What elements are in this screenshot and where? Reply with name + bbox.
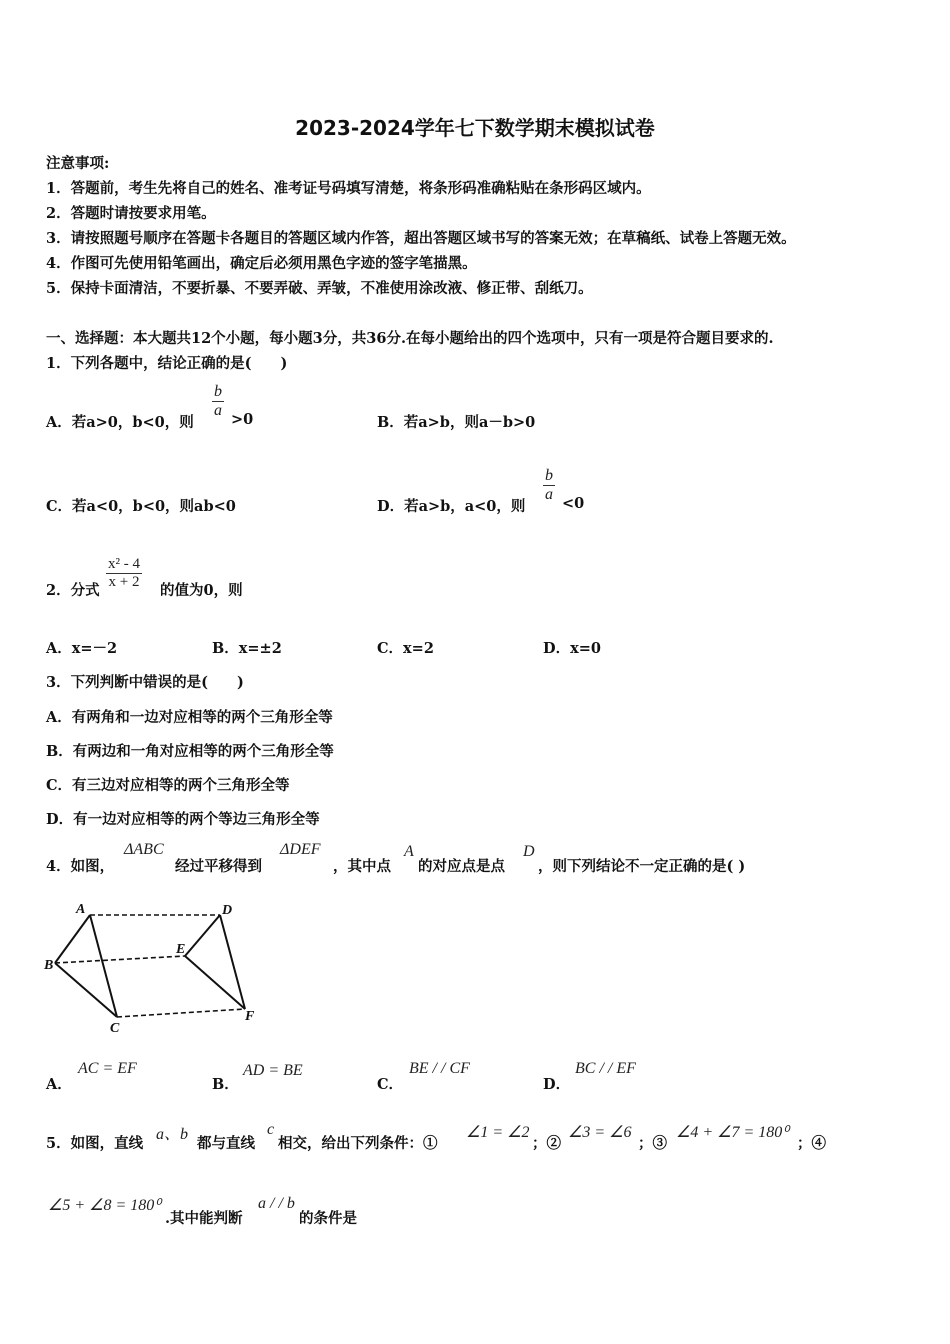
q1-option-d-tail: <0	[562, 495, 585, 512]
notice-item: 3．请按照题号顺序在答题卡各题目的答题区域内作答，超出答题区域书写的答案无效；在草稿纸、试卷上答题无效。	[46, 230, 796, 247]
q4-math-def: ΔDEF	[280, 841, 321, 858]
q1-option-a-tail: >0	[231, 411, 254, 428]
q5-text-3: 相交，给出下列条件：①	[278, 1135, 438, 1152]
page-title: 2023-2024学年七下数学期末模拟试卷	[295, 116, 655, 140]
notice-heading: 注意事项:	[46, 155, 110, 172]
notice-item: 2．答题时请按要求用笔。	[46, 205, 216, 222]
q4-text-2: 经过平移得到	[175, 858, 262, 875]
q1-option-a-fraction	[212, 383, 224, 420]
segment-de	[185, 915, 220, 956]
q5-condition-2: ∠3 = ∠6	[568, 1124, 632, 1141]
point-label-f: F	[245, 1009, 255, 1024]
q1-option-b: B．若a>b，则a－b>0	[377, 414, 536, 431]
q1-option-d-text: D．若a>b，a<0，则	[377, 498, 526, 515]
q5-text-1: 5．如图，直线	[46, 1135, 144, 1152]
q4-option-a-letter: A．	[46, 1076, 72, 1093]
question-3-stem: 3．下列判断中错误的是( )	[46, 674, 244, 691]
question-1-stem: 1．下列各题中，结论正确的是( )	[46, 355, 288, 372]
notice-item: 4．作图可先使用铅笔画出，确定后必须用黑色字迹的签字笔描黑。	[46, 255, 477, 272]
q4-option-a-math: AC = EF	[78, 1060, 137, 1077]
fraction-denominator: a	[545, 486, 553, 503]
q4-option-c-math: BE / / CF	[409, 1060, 470, 1077]
segment-be	[55, 956, 185, 963]
q5-text-8: 的条件是	[299, 1210, 357, 1227]
q3-option-b: B．有两边和一角对应相等的两个三角形全等	[46, 743, 334, 760]
question-2-suffix: 的值为0，则	[160, 582, 243, 599]
q5-text-2: 都与直线	[197, 1135, 255, 1152]
q4-translation-figure	[40, 895, 270, 1040]
q2-fraction	[106, 556, 142, 591]
section-heading: 一、选择题：本大题共12个小题，每小题3分，共36分.在每小题给出的四个选项中，只有一项是符合题目要求的.	[46, 330, 774, 347]
notice-item: 5．保持卡面清洁，不要折暴、不要弄破、弄皱，不准使用涂改液、修正带、刮纸刀。	[46, 280, 593, 297]
question-2-prefix: 2．分式	[46, 582, 100, 599]
fraction-denominator: a	[214, 402, 222, 419]
q5-condition-3: ∠4 + ∠7 = 180⁰	[676, 1124, 789, 1141]
q5-math-c: c	[267, 1121, 275, 1138]
q5-text-7: .其中能判断	[165, 1210, 243, 1227]
q5-text-6: ；④	[797, 1135, 826, 1152]
q4-text-4: 的对应点是点	[418, 858, 505, 875]
q2-option-a: A．x=－2	[46, 640, 118, 657]
q4-text-5: ，则下列结论不一定正确的是( )	[538, 858, 746, 875]
q4-option-c-letter: C．	[377, 1076, 404, 1093]
q4-math-abc: ΔABC	[124, 841, 164, 858]
fraction-numerator: b	[214, 383, 222, 400]
segment-df	[220, 915, 245, 1009]
point-label-a: A	[76, 902, 86, 917]
q2-option-c: C．x=2	[377, 640, 434, 657]
point-label-b: B	[44, 958, 54, 973]
fraction-numerator: b	[545, 467, 553, 484]
q5-math-parallel: a / / b	[258, 1195, 295, 1212]
fraction-denominator: x + 2	[108, 574, 140, 590]
segment-cf	[117, 1009, 245, 1017]
q5-math-ab: a、b	[156, 1126, 189, 1143]
segment-ac	[90, 915, 117, 1017]
q4-option-b-math: AD = BE	[243, 1062, 303, 1079]
segment-ab	[55, 915, 90, 963]
q5-condition-4: ∠5 + ∠8 = 180⁰	[48, 1197, 161, 1214]
q4-option-d-letter: D．	[543, 1076, 571, 1093]
q3-option-a: A．有两角和一边对应相等的两个三角形全等	[46, 709, 333, 726]
q4-text-3: ，其中点	[333, 858, 391, 875]
q3-option-c: C．有三边对应相等的两个三角形全等	[46, 777, 290, 794]
point-label-e: E	[176, 942, 186, 957]
segment-bc	[55, 963, 117, 1017]
q4-option-b-letter: B．	[212, 1076, 239, 1093]
q2-option-b: B．x=±2	[212, 640, 282, 657]
notice-item: 1．答题前，考生先将自己的姓名、准考证号码填写清楚，将条形码准确粘贴在条形码区域内。	[46, 180, 651, 197]
q1-option-a-text: A．若a>0，b<0，则	[46, 414, 194, 431]
q4-option-d-math: BC / / EF	[575, 1060, 636, 1077]
fraction-numerator: x² - 4	[108, 556, 140, 572]
q2-option-d: D．x=0	[543, 640, 601, 657]
q4-text-1: 4．如图，	[46, 858, 115, 875]
q5-text-4: ；②	[532, 1135, 561, 1152]
q3-option-d: D．有一边对应相等的两个等边三角形全等	[46, 811, 320, 828]
q1-option-d-fraction	[543, 467, 555, 504]
q5-condition-1: ∠1 = ∠2	[466, 1124, 530, 1141]
q1-option-c: C．若a<0，b<0，则ab<0	[46, 498, 236, 515]
segment-ef	[185, 956, 245, 1009]
q5-text-5: ；③	[638, 1135, 667, 1152]
point-label-c: C	[110, 1021, 120, 1036]
q4-math-d: D	[523, 843, 535, 860]
point-label-d: D	[222, 903, 233, 918]
q4-math-a: A	[404, 843, 414, 860]
